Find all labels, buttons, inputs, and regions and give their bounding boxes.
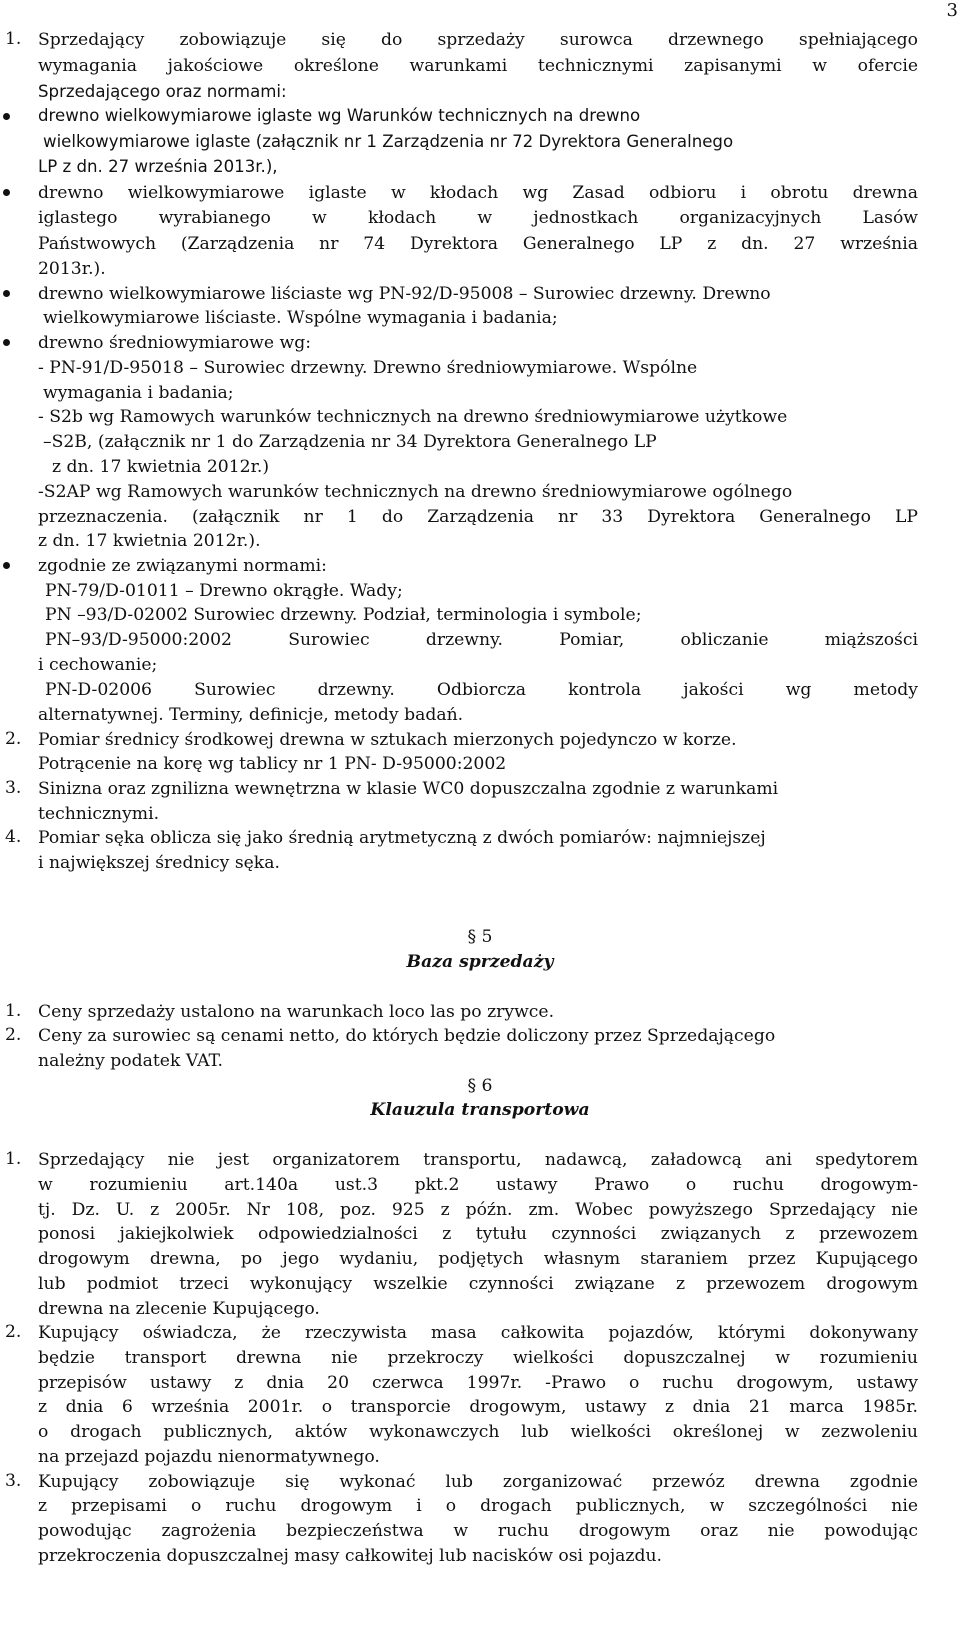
bullet-marker <box>3 339 10 346</box>
text-line: PN –93/D-02002 Surowiec drzewny. Podział, terminologia i symbole; <box>45 605 642 625</box>
item-number: 3. <box>5 1471 22 1491</box>
text-line: na przejazd pojazdu nienormatywnego. <box>38 1447 380 1467</box>
section-title: Klauzula transportowa <box>370 1100 590 1120</box>
text-line: 2013r.). <box>38 259 106 279</box>
text-line: w rozumieniu art.140a ust.3 pkt.2 ustawy Prawo o ruchu drogowym- <box>38 1175 918 1195</box>
text-line: należny podatek VAT. <box>38 1051 223 1071</box>
text-line: wymagania i badania; <box>43 383 234 403</box>
text-line: zgodnie ze związanymi normami: <box>38 556 327 576</box>
text-line: powodując zagrożenia bezpieczeństwa w ruchu drogowym oraz nie powodując <box>38 1521 918 1541</box>
bullet-marker <box>3 562 10 569</box>
text-line: i największej średnicy sęka. <box>38 853 280 873</box>
text-line: z dnia 6 września 2001r. o transporcie drogowym, ustawy z dnia 21 marca 1985r. <box>38 1397 918 1417</box>
text-line: PN-79/D-01011 – Drewno okrągłe. Wady; <box>45 581 403 601</box>
text-line: Ceny za surowiec są cenami netto, do których będzie doliczony przez Sprzedającego <box>38 1026 776 1046</box>
text-line: Ceny sprzedaży ustalono na warunkach loco las po zrywce. <box>38 1002 555 1022</box>
text-line: Państwowych (Zarządzenia nr 74 Dyrektora Generalnego LP z dn. 27 września <box>38 234 918 254</box>
text-line: wielkowymiarowe liściaste. Wspólne wymagania i badania; <box>43 308 558 328</box>
item-number: 2. <box>5 729 22 749</box>
text-line: Pomiar sęka oblicza się jako średnią arytmetyczną z dwóch pomiarów: najmniejszej <box>38 828 766 848</box>
text-line: Sprzedający zobowiązuje się do sprzedaży surowca drzewnego spełniającego <box>38 30 918 50</box>
text-line: drewna na zlecenie Kupującego. <box>38 1299 320 1319</box>
text-line: PN-D-02006 Surowiec drzewny. Odbiorcza kontrola jakości wg metody <box>45 680 918 700</box>
text-line: PN–93/D-95000:2002 Surowiec drzewny. Pomiar, obliczanie miąższości <box>45 630 918 650</box>
text-line: LP z dn. 27 września 2013r.), <box>38 157 278 176</box>
page-number: 3 <box>946 0 958 21</box>
text-line: lub podmiot trzeci wykonujący wszelkie czynności związane z przewozem drogowym <box>38 1274 918 1294</box>
bullet-marker <box>3 189 10 196</box>
text-line: i cechowanie; <box>38 655 158 675</box>
text-line: technicznymi. <box>38 804 160 824</box>
text-line: Sinizna oraz zgnilizna wewnętrzna w klasie WC0 dopuszczalna zgodnie z warunkami <box>38 779 779 799</box>
text-line: wielkowymiarowe iglaste (załącznik nr 1 Zarządzenia nr 72 Dyrektora Generalnego <box>43 132 734 151</box>
text-line: z dn. 17 kwietnia 2012r.). <box>38 531 261 551</box>
text-line: z przepisami o ruchu drogowym i o drogach publicznych, w szczególności nie <box>38 1496 918 1516</box>
text-line: drewno wielkowymiarowe liściaste wg PN-92/D-95008 – Surowiec drzewny. Drewno <box>38 284 771 304</box>
bullet-marker <box>3 113 10 120</box>
text-line: Sprzedającego oraz normami: <box>38 82 287 101</box>
text-line: ponosi jakiejkolwiek odpowiedzialności z tytułu czynności związanych z przewozem <box>38 1224 918 1244</box>
item-number: 2. <box>5 1025 22 1045</box>
text-line: -S2AP wg Ramowych warunków technicznych na drewno średniowymiarowe ogólnego <box>38 482 793 502</box>
text-line: drogowym drewna, po jego wydaniu, podjętych własnym staraniem przez Kupującego <box>38 1249 918 1269</box>
text-line: Pomiar średnicy środkowej drewna w sztukach mierzonych pojedynczo w korze. <box>38 730 737 750</box>
text-line: o drogach publicznych, aktów wykonawczych lub wielkości określonej w zezwoleniu <box>38 1422 918 1442</box>
text-line: iglastego wyrabianego w kłodach w jednostkach organizacyjnych Lasów <box>38 208 918 228</box>
text-line: Kupujący zobowiązuje się wykonać lub zorganizować przewóz drewna zgodnie <box>38 1472 918 1492</box>
item-number: 1. <box>5 1001 22 1021</box>
text-line: - PN-91/D-95018 – Surowiec drzewny. Drewno średniowymiarowe. Wspólne <box>38 358 698 378</box>
text-line: Kupujący oświadcza, że rzeczywista masa całkowita pojazdów, którymi dokonywany <box>38 1323 918 1343</box>
text-line: będzie transport drewna nie przekroczy wielkości dopuszczalnej w rozumieniu <box>38 1348 918 1368</box>
item-number: 2. <box>5 1322 22 1342</box>
text-line: przeznaczenia. (załącznik nr 1 do Zarządzenia nr 33 Dyrektora Generalnego LP <box>38 507 918 527</box>
section-title: Baza sprzedaży <box>406 952 554 972</box>
text-line: Sprzedający nie jest organizatorem transportu, nadawcą, załadowcą ani spedytorem <box>38 1150 918 1170</box>
text-line: Potrącenie na korę wg tablicy nr 1 PN- D-95000:2002 <box>38 754 507 774</box>
text-line: przepisów ustawy z dnia 20 czerwca 1997r. -Prawo o ruchu drogowym, ustawy <box>38 1373 918 1393</box>
text-line: drewno średniowymiarowe wg: <box>38 333 311 353</box>
text-line: wymagania jakościowe określone warunkami technicznymi zapisanymi w ofercie <box>38 56 918 76</box>
section-symbol: § 5 <box>467 927 493 947</box>
item-number: 1. <box>5 1149 22 1169</box>
text-line: tj. Dz. U. z 2005r. Nr 108, poz. 925 z późn. zm. Wobec powyższego Sprzedający nie <box>38 1200 918 1220</box>
item-number: 1. <box>5 29 22 49</box>
text-line: z dn. 17 kwietnia 2012r.) <box>52 457 270 477</box>
text-line: przekroczenia dopuszczalnej masy całkowitej lub nacisków osi pojazdu. <box>38 1546 663 1566</box>
text-line: drewno wielkowymiarowe iglaste w kłodach wg Zasad odbioru i obrotu drewna <box>38 183 918 203</box>
text-line: –S2B, (załącznik nr 1 do Zarządzenia nr 34 Dyrektora Generalnego LP <box>43 432 657 452</box>
text-line: drewno wielkowymiarowe iglaste wg Warunków technicznych na drewno <box>38 106 641 125</box>
bullet-marker <box>3 290 10 297</box>
text-line: alternatywnej. Terminy, definicje, metody badań. <box>38 705 464 725</box>
section-symbol: § 6 <box>467 1076 493 1096</box>
item-number: 4. <box>5 827 22 847</box>
text-line: - S2b wg Ramowych warunków technicznych na drewno średniowymiarowe użytkowe <box>38 407 788 427</box>
item-number: 3. <box>5 778 22 798</box>
